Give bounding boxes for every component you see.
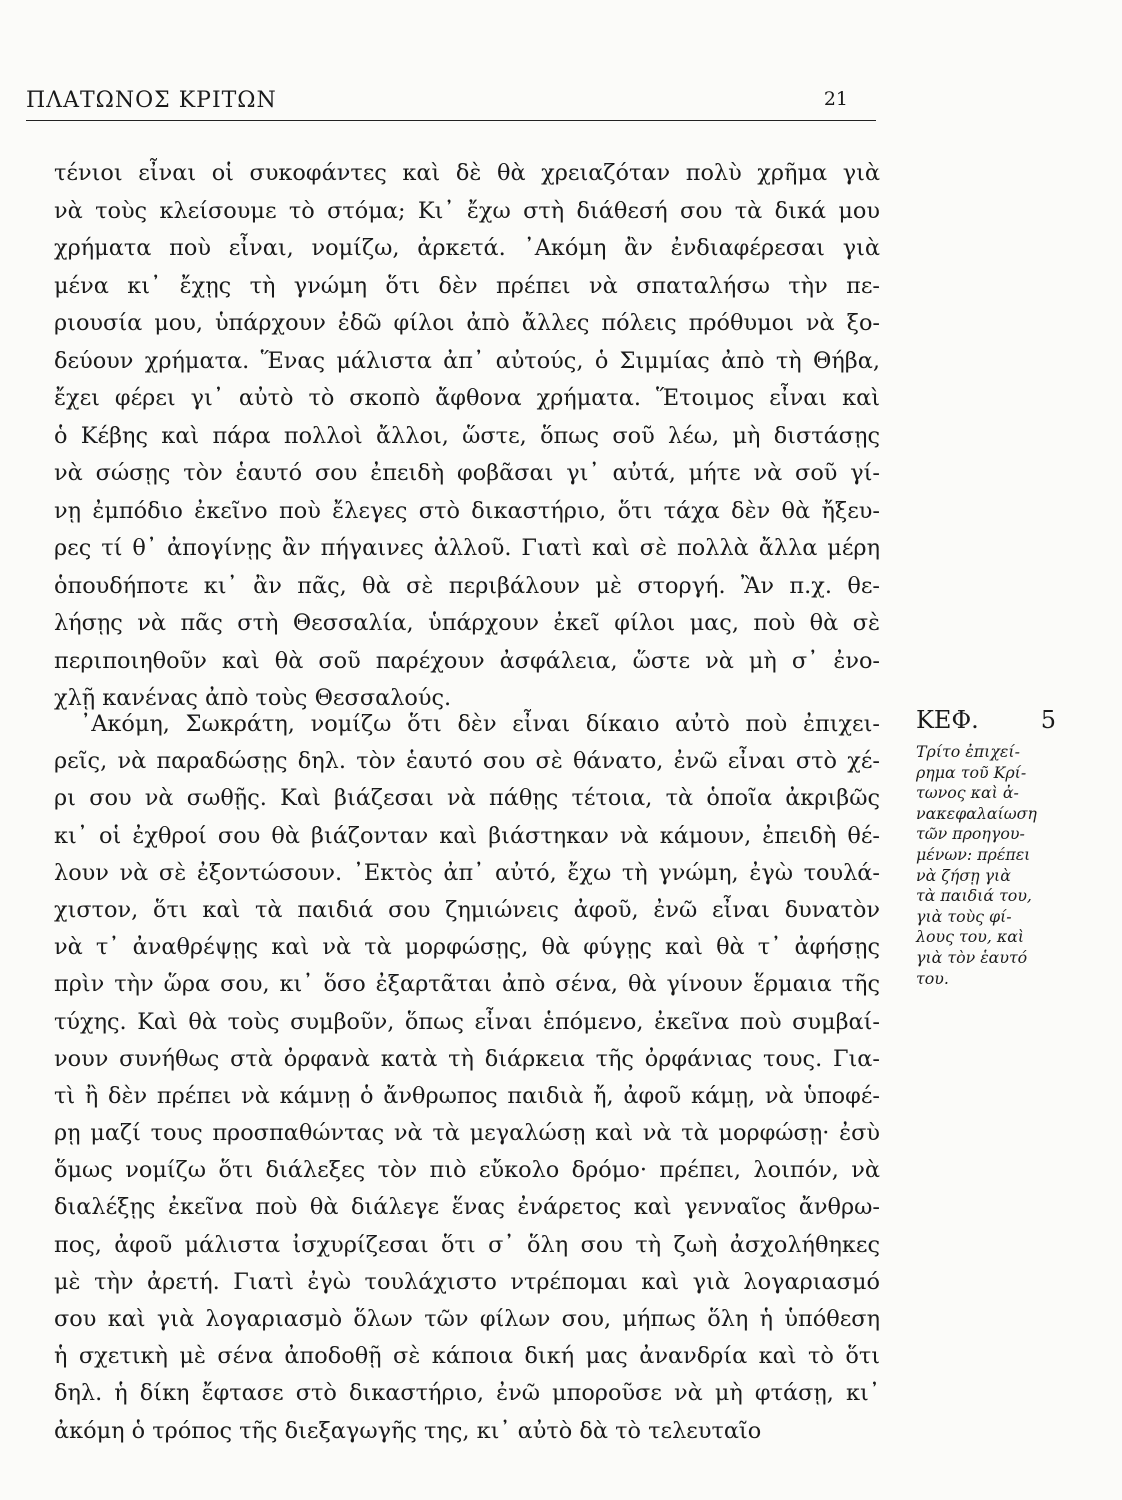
text-line: ρῃ μαζί τους προσπαθώντας νὰ τὰ μεγαλώσῃ καὶ νὰ τὰ μορφώσῃ· ἐσὺ (54, 1120, 880, 1147)
text-line: ριουσία μου, ὑπάρχουν ἐδῶ φίλοι ἀπὸ ἄλλες πόλεις πρόθυμοι νὰ ξο- (54, 310, 880, 336)
text-line: περιποιηθοῦν καὶ θὰ σοῦ παρέχουν ἀσφάλεια, ὥστε νὰ μὴ σ᾿ ἐνο- (54, 647, 880, 674)
text-line: ρεῖς, νὰ παραδώσῃς δηλ. τὸν ἑαυτό σου σὲ θάνατο, ἐνῶ εἶναι στὸ χέ- (54, 748, 880, 775)
text-line: ᾿Ακόμη, Σωκράτη, νομίζω ὅτι δὲν εἶναι δίκαιο αὐτὸ ποὺ ἐπιχει- (80, 711, 880, 737)
text-line: νὰ τοὺς κλείσουμε τὸ στόμα; Κι᾿ ἔχω στὴ διάθεσή σου τὰ δικά μου (54, 197, 880, 224)
text-line: δεύουν χρήματα. Ἕνας μάλιστα ἀπ᾿ αὐτούς, ὁ Σιμμίας ἀπὸ τὴ Θήβα, (54, 347, 880, 374)
running-title: ΠΛΑΤΩΝΟΣ ΚΡΙΤΩΝ (26, 88, 277, 113)
text-line: μένα κι᾿ ἔχῃς τὴ γνώμη ὅτι δὲν πρέπει νὰ σπαταλήσω τὴν πε- (54, 272, 880, 299)
running-header (26, 86, 876, 121)
margin-note-line: μένων: πρέπει (916, 844, 1031, 864)
text-line: δηλ. ἡ δίκη ἔφτασε στὸ δικαστήριο, ἐνῶ μποροῦσε νὰ μὴ φτάσῃ, κι᾿ (54, 1380, 880, 1407)
text-line: ρι σου νὰ σωθῇς. Καὶ βιάζεσαι νὰ πάθῃς τέτοια, τὰ ὁποῖα ἀκριβῶς (54, 785, 880, 812)
text-line: ἀκόμη ὁ τρόπος τῆς διεξαγωγῆς της, κι᾿ αὐτὸ δὰ τὸ τελευταῖο (54, 1417, 762, 1444)
text-line: τένιοι εἶναι οἱ συκοφάντες καὶ δὲ θὰ χρειαζόταν πολὺ χρῆμα γιὰ (54, 160, 880, 186)
margin-note-line: τῶν προηγου- (916, 824, 1025, 844)
text-line: σου καὶ γιὰ λογαριασμὸ ὅλων τῶν φίλων σου, μήπως ὅλη ἡ ὑπόθεση (54, 1306, 880, 1332)
text-line: χιστον, ὅτι καὶ τὰ παιδιά σου ζημιώνεις ἀφοῦ, ἐνῶ εἶναι δυνατὸν (54, 896, 880, 923)
text-line: νὰ τ᾿ ἀναθρέψῃς καὶ νὰ τὰ μορφώσῃς, θὰ φύγῃς καὶ θὰ τ᾿ ἀφήσῃς (54, 934, 880, 961)
text-line: πος, ἀφοῦ μάλιστα ἰσχυρίζεσαι ὅτι σ᾿ ὅλη σου τὴ ζωὴ ἀσχολήθηκες (54, 1231, 880, 1258)
paragraph-1 (54, 155, 880, 718)
margin-note-line: λους του, καὶ (916, 927, 1025, 947)
text-line: ρες τί θ᾿ ἀπογίνῃς ἂν πήγαινες ἀλλοῦ. Γιατὶ καὶ σὲ πολλὰ ἄλλα μέρη (54, 535, 880, 561)
margin-note (916, 706, 1056, 989)
text-line: κι᾿ οἱ ἐχθροί σου θὰ βιάζονταν καὶ βιάστηκαν νὰ κάμουν, ἐπειδὴ θέ- (54, 822, 880, 849)
text-line: ὅμως νομίζω ὅτι διάλεξες τὸν πιὸ εὔκολο δρόμο· πρέπει, λοιπόν, νὰ (54, 1157, 880, 1184)
text-line: λήσῃς νὰ πᾶς στὴ Θεσσαλία, ὑπάρχουν ἐκεῖ φίλοι μας, ποὺ θὰ σὲ (54, 610, 880, 636)
text-line: ἡ σχετικὴ μὲ σένα ἀποδοθῇ σὲ κάποια δική μας ἀνανδρία καὶ τὸ ὅτι (54, 1343, 880, 1370)
margin-note-line: ρημα τοῦ Κρί- (916, 762, 1027, 782)
text-line: νουν συνήθως στὰ ὀρφανὰ κατὰ τὴ διάρκεια τῆς ὀρφάνιας τους. Για- (54, 1045, 880, 1072)
margin-summary (916, 742, 1056, 989)
margin-note-line: γιὰ τὸν ἑαυτό (916, 947, 1028, 967)
text-line: διαλέξῃς ἐκεῖνα ποὺ θὰ διάλεγε ἕνας ἐνάρετος καὶ γενναῖος ἄνθρω- (54, 1194, 880, 1221)
chapter-marker (916, 706, 1056, 740)
margin-note-line: του. (916, 968, 949, 988)
margin-note-line: γιὰ τοὺς φί- (916, 906, 1012, 926)
page-number: 21 (823, 88, 848, 110)
text-line: νὰ σώσῃς τὸν ἑαυτό σου ἐπειδὴ φοβᾶσαι γι᾿ αὐτά, μήτε νὰ σοῦ γί- (54, 460, 880, 486)
margin-note-line: Τρίτο ἐπιχεί- (916, 742, 1020, 761)
text-line: πρὶν τὴν ὥρα σου, κι᾿ ὅσο ἐξαρτᾶται ἀπὸ σένα, θὰ γίνουν ἕρμαια τῆς (54, 971, 880, 998)
text-line: τὶ ἢ δὲν πρέπει νὰ κάμνῃ ὁ ἄνθρωπος παιδιὰ ἤ, ἀφοῦ κάμῃ, νὰ ὑποφέ- (54, 1082, 880, 1109)
text-line: νῃ ἐμπόδιο ἐκεῖνο ποὺ ἔλεγες στὸ δικαστήριο, ὅτι τάχα δὲν θὰ ἤξευ- (54, 497, 880, 524)
text-line: τύχης. Καὶ θὰ τοὺς συμβοῦν, ὅπως εἶναι ἑπόμενο, ἐκεῖνα ποὺ συμβαί- (54, 1008, 880, 1035)
margin-note-line: τὰ παιδιά του, (916, 886, 1032, 906)
margin-note-line: νὰ ζήσῃ γιὰ (916, 865, 1011, 885)
text-line: χλῇ κανένας ἀπὸ τοὺς Θεσσαλούς. (54, 685, 452, 711)
text-line: μὲ τὴν ἀρετή. Γιατὶ ἐγὼ τουλάχιστο ντρέπομαι καὶ γιὰ λογαριασμό (54, 1268, 880, 1295)
chapter-label: ΚΕΦ. (916, 706, 979, 734)
text-line: χρήματα ποὺ εἶναι, νομίζω, ἀρκετά. ᾿Ακόμη ἂν ἐνδιαφέρεσαι γιὰ (54, 235, 880, 261)
text-line: ὁπουδήποτε κι᾿ ἂν πᾶς, θὰ σὲ περιβάλουν μὲ στοργή. Ἂν π.χ. θε- (54, 572, 880, 599)
margin-note-line: νακεφαλαίωση (916, 803, 1037, 823)
margin-note-line: τωνος καὶ ἀ- (916, 783, 1019, 803)
text-line: ἔχει φέρει γι᾿ αὐτὸ τὸ σκοπὸ ἄφθονα χρήματα. Ἕτοιμος εἶναι καὶ (54, 385, 880, 411)
text-line: λουν νὰ σὲ ἐξοντώσουν. ᾿Εκτὸς ἀπ᾿ αὐτό, ἔχω τὴ γνώμη, ἐγὼ τουλά- (54, 859, 880, 886)
text-line: ὁ Κέβης καὶ πάρα πολλοὶ ἄλλοι, ὥστε, ὅπως σοῦ λέω, μὴ διστάσῃς (54, 422, 880, 449)
chapter-number: 5 (1040, 706, 1056, 734)
paragraph-2 (54, 706, 880, 1450)
